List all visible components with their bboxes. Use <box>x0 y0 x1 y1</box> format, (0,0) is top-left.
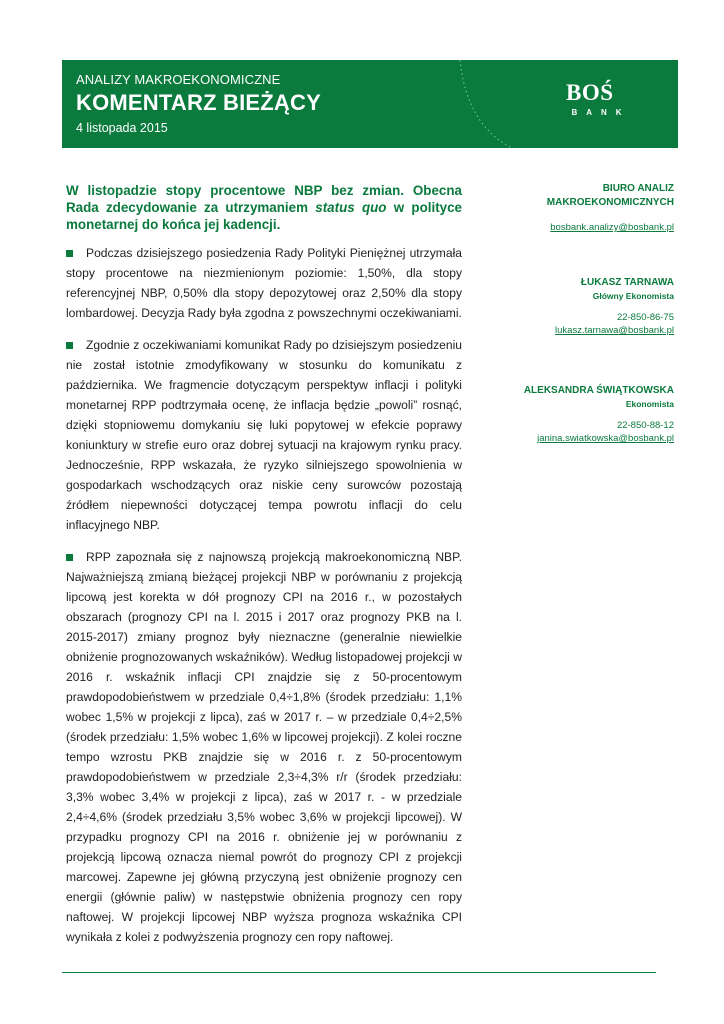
contact-email-link[interactable]: lukasz.tarnawa@bosbank.pl <box>555 325 674 336</box>
logo-wordmark: BOŚ <box>566 80 614 105</box>
paragraph-text: RPP zapoznała się z najnowszą projekcją makroekonomiczną NBP. Najważniejszą zmianą bieżącej projekcji NBP w porównaniu z projekcją lipcową jest korekta w dół prognozy CPI na 2016 r., w pozostałych obszarach (prognozy CPI na l. 2015 i 2017 oraz prognozy PKB na l. 2015-2017) zmiany prognoz były nieznaczne (generalnie niewielkie obniżenie prognozowanych wskaźników). Według listopadowej projekcji w 2016 r. wskaźnik inflacji CPI znajdzie się z 50-procentowym prawdopodobieństwem w przedziale 0,4÷1,8% (środek przedziału: 1,1% wobec 1,5% w projekcji z lipca), zaś w 2017 r. – w przedziale 0,4÷2,5% (środek przedziału: 1,5% wobec 1,6% w lipcowej projekcji). Z kolei roczne tempo wzrostu PKB znajdzie się w 2016 r. z 50-procentowym prawdopodobieństwem w przedziale 2,3÷4,3% r/r (środek przedziału: 3,3% wobec 3,4% w projekcji z lipca), zaś w 2017 r. - w przedziale 2,4÷4,6% (środek przedziału 3,5% wobec 3,6% w projekcji lipcowej). W przypadku prognozy CPI na 2016 r. obniżenie jej w porównaniu z projekcją lipcową oznacza niemal powrót do prognozy CPI z projekcji marcowej. Zapewne jej główną przyczyną jest obniżenie prognozy cen energii (głównie paliw) w następstwie obniżenia prognozy cen ropy naftowej. W projekcji lipcowej NBP wyższa prognoza wskaźnika CPI wynikała z kolei z podwyższenia prognozy cen ropy naftowej. <box>66 550 462 944</box>
office-email-link[interactable]: bosbank.analizy@bosbank.pl <box>550 222 674 233</box>
square-bullet-icon <box>66 554 73 561</box>
article-body <box>66 182 462 959</box>
office-name-line1: BIURO ANALIZ <box>602 183 674 194</box>
office-block <box>490 182 674 234</box>
paragraph-communique <box>66 335 462 535</box>
contact-phone: 22-850-86-75 <box>616 312 674 323</box>
paragraph-rates-decision <box>66 243 462 323</box>
contact-block-swiatkowska <box>490 384 674 445</box>
report-series-label: ANALIZY MAKROEKONOMICZNE <box>76 72 281 87</box>
contact-role: Główny Ekonomista <box>592 291 674 301</box>
bos-bank-logo <box>566 80 636 128</box>
report-date: 4 listopada 2015 <box>76 121 168 135</box>
square-bullet-icon <box>66 250 73 257</box>
contact-role: Ekonomista <box>625 399 674 409</box>
contact-phone: 22-850-88-12 <box>616 420 674 431</box>
paragraph-text: Zgodnie z oczekiwaniami komunikat Rady po dzisiejszym posiedzeniu nie został istotnie zmodyfikowany w stosunku do komunikatu z października. We fragmencie dotyczącym perspektyw inflacji i polityki monetarnej RPP podtrzymała ocenę, że inflacja będzie „powoli” rosnąć, dzięki stopniowemu domykaniu się luki popytowej w efekcie poprawy koniunktury w strefie euro oraz dobrej sytuacji na krajowym rynku pracy. Jednocześnie, RPP wskazała, że ryzyko silniejszego spowolnienia w gospodarkach wschodzących oraz niskie ceny surowców pozostają źródłem niepewności dotyczącej tempa powrotu inflacji do celu inflacyjnego NBP. <box>66 338 462 532</box>
report-title: KOMENTARZ BIEŻĄCY <box>76 90 321 115</box>
square-bullet-icon <box>66 342 73 349</box>
lead-text-1: W listopadzie stopy procentowe NBP bez zmian. Obecna Rada zdecydowanie za utrzymaniem <box>66 183 462 215</box>
footer-divider <box>62 972 656 973</box>
logo-bank-label: BANK <box>571 108 631 117</box>
lead-headline <box>66 182 462 233</box>
report-header <box>62 60 678 148</box>
contact-block-tarnawa <box>490 276 674 337</box>
lead-italic-phrase: status quo <box>315 200 387 215</box>
contact-name: ŁUKASZ TARNAWA <box>580 277 674 288</box>
paragraph-projection <box>66 547 462 947</box>
contact-email-link[interactable]: janina.swiatkowska@bosbank.pl <box>537 433 674 444</box>
lead-text-2: w polityce monetarnej do końca jej kadencji. <box>66 200 463 232</box>
paragraph-text: Podczas dzisiejszego posiedzenia Rady Polityki Pieniężnej utrzymała stopy procentowe na niezmienionym poziomie: 1,50%, dla stopy referencyjnej NBP, 0,50% dla stopy depozytowej oraz 2,50% dla stopy lombardowej. Decyzja Rady była zgodna z powszechnymi oczekiwaniami. <box>66 246 462 320</box>
contact-name: ALEKSANDRA ŚWIĄTKOWSKA <box>523 385 674 396</box>
office-name-line2: MAKROEKONOMICZNYCH <box>546 197 674 208</box>
